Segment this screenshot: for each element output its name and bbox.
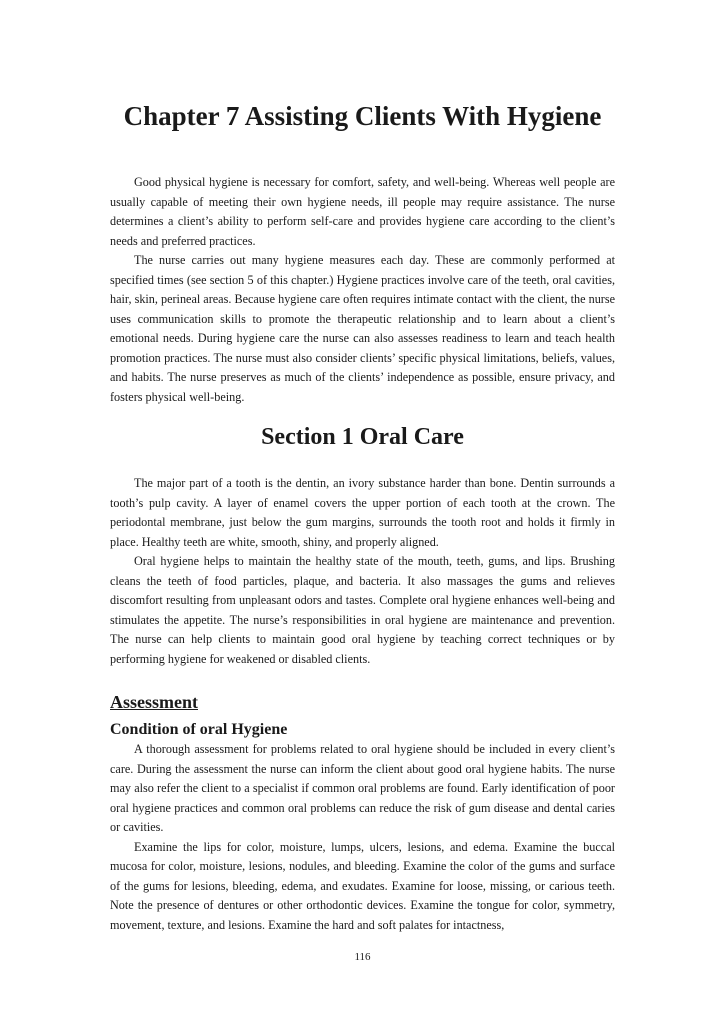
assessment-body — [110, 740, 615, 935]
paragraph: Oral hygiene helps to maintain the healthy state of the mouth, teeth, gums, and lips. Brushing cleans the teeth of food particles, plaque, and bacteria. It also massages the gums and relieves discomfort resulting from unpleasant odors and tastes. Complete oral hygiene enhances well-being and stimulates the appetite. The nurse’s responsibilities in oral hygiene are maintenance and prevention. The nurse can help clients to maintain good oral hygiene by teaching correct techniques or by performing hygiene for weakened or disabled clients. — [110, 554, 615, 666]
chapter-title: Chapter 7 Assisting Clients With Hygiene — [123, 101, 602, 131]
assessment-subheading: Condition of oral Hygiene — [110, 721, 288, 738]
paragraph: The major part of a tooth is the dentin, an ivory substance harder than bone. Dentin surrounds a tooth’s pulp cavity. A layer of enamel covers the upper portion of each tooth at the crown. The periodontal membrane, just below the gum margins, surrounds the tooth root and holds it firmly in place. Healthy teeth are white, smooth, shiny, and properly aligned. — [110, 476, 615, 549]
section-body — [110, 474, 615, 669]
chapter-intro — [110, 173, 615, 408]
assessment-heading: Assessment — [110, 692, 198, 712]
section-title: Section 1 Oral Care — [261, 424, 464, 450]
paragraph: Examine the lips for color, moisture, lumps, ulcers, lesions, and edema. Examine the buccal mucosa for color, moisture, lesions, nodules, and bleeding. Examine the color of the gums and surface of the gums for lesions, bleeding, edema, and exudates. Examine for loose, missing, or carious teeth. Note the presence of dentures or other orthodontic devices. Examine the tongue for color, symmetry, movement, texture, and lesions. Examine the hard and soft palates for intactness, — [110, 839, 615, 932]
document-page — [110, 0, 615, 1024]
paragraph: A thorough assessment for problems related to oral hygiene should be included in every client’s care. During the assessment the nurse can inform the client about good oral hygiene habits. The nurse may also refer the client to a specialist if common oral problems are found. Early identification of poor oral hygiene practices and common oral problems can reduce the risk of gum disease and dental caries or cavities. — [110, 742, 615, 835]
paragraph: The nurse carries out many hygiene measures each day. These are commonly performed at specified times (see section 5 of this chapter.) Hygiene practices involve care of the teeth, oral cavities, hair, skin, perineal areas. Because hygiene care often requires intimate contact with the client, the nurse uses communication skills to promote the therapeutic relationship and to learn about a client’s emotional needs. During hygiene care the nurse can also assesses readiness to learn and teach health promotion practices. The nurse must also consider clients’ specific physical limitations, beliefs, values, and habits. The nurse preserves as much of the clients’ independence as possible, ensure privacy, and fosters physical well-being. — [110, 253, 615, 405]
page-number: 116 — [354, 951, 371, 963]
paragraph: Good physical hygiene is necessary for comfort, safety, and well-being. Whereas well people are usually capable of meeting their own hygiene needs, ill people may require assistance. The nurse determines a client’s ability to perform self-care and provides hygiene care according to the client’s needs and preferred practices. — [110, 175, 615, 248]
